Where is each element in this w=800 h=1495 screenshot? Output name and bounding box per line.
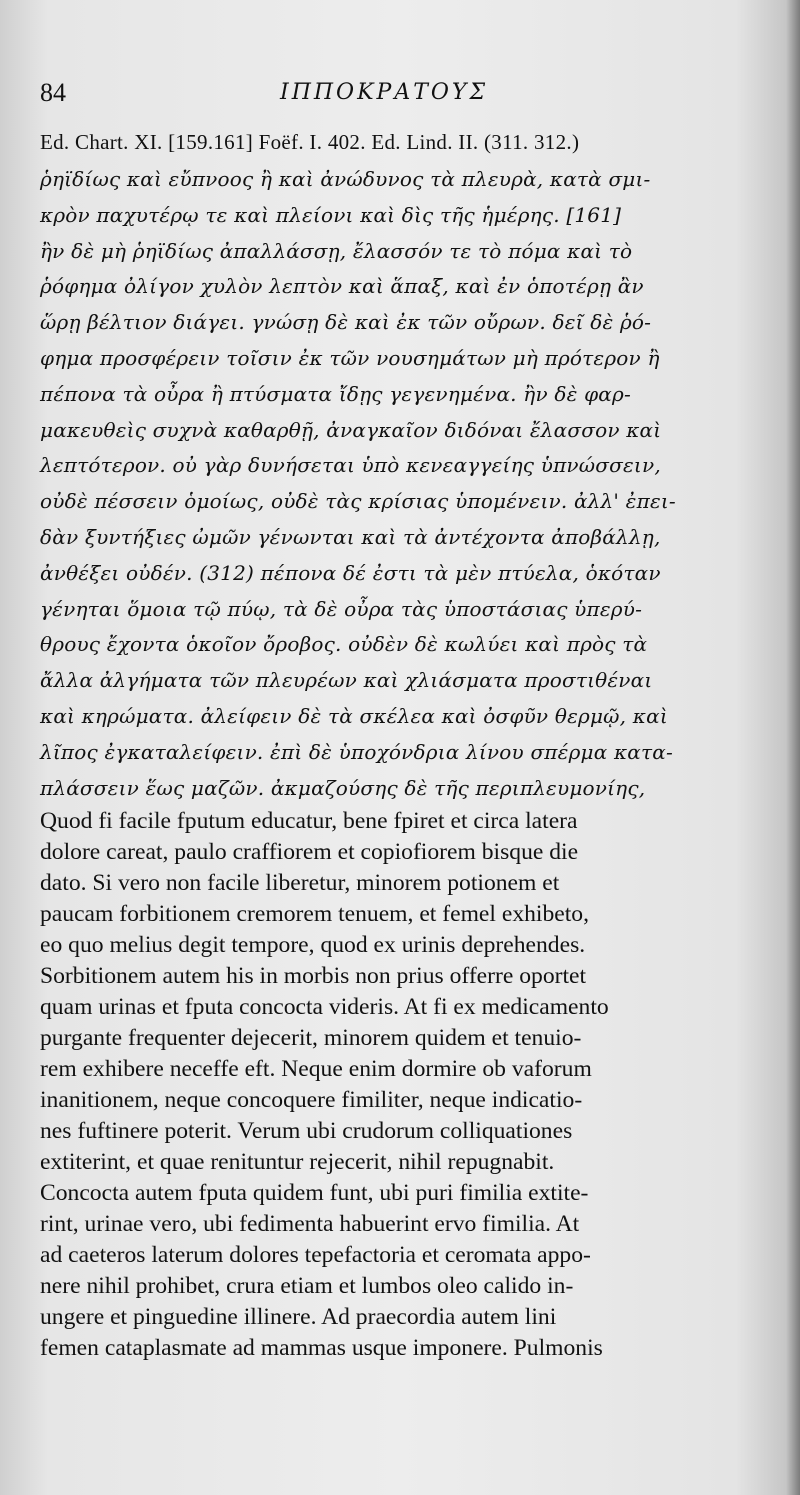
latin-text-line: ungere et pinguedine illinere. Ad praecordia autem lini — [40, 1304, 557, 1330]
latin-text-line: paucam forbitionem cremorem tenuem, et femel exhibeto, — [40, 901, 589, 927]
latin-text-line: nere nihil prohibet, crura etiam et lumbos oleo calido in- — [40, 1273, 574, 1299]
page-header — [40, 78, 780, 112]
greek-text-line: ῥόφημα ὀλίγον χυλὸν λεπτὸν καὶ ἅπαξ, καὶ ἐν ὁποτέρῃ ἂν — [40, 274, 644, 299]
greek-text-line: δὰν ξυντήξιες ὠμῶν γένωνται καὶ τὰ ἀντέχοντα ἀποβάλλῃ, — [40, 524, 661, 549]
latin-text-line: ad caeteros laterum dolores tepefactoria et ceromata appo- — [40, 1242, 591, 1268]
latin-text-line: Sorbitionem autem his in morbis non prius offerre oportet — [40, 963, 587, 989]
latin-text-line: nes fuftinere poterit. Verum ubi crudorum colliquationes — [40, 1118, 573, 1144]
greek-text-line: λεπτότερον. οὐ γὰρ δυνήσεται ὑπὸ κενεαγγείης ὑπνώσσειν, — [40, 453, 661, 478]
greek-text-line: ἢν δὲ μὴ ῥηϊδίως ἀπαλλάσσῃ, ἔλασσόν τε τὸ πόμα καὶ τὸ — [40, 238, 633, 263]
latin-translation-block — [40, 806, 770, 1364]
greek-text-line: γένηται ὅμοια τῷ πύῳ, τὰ δὲ οὖρα τὰς ὑποστάσιας ὑπερύ- — [40, 596, 643, 621]
greek-text-line: ῥηϊδίως καὶ εὔπνοος ἢ καὶ ἀνώδυνος τὰ πλευρὰ, κατὰ σμι- — [40, 167, 651, 191]
latin-text-line: Concocta autem fputa quidem funt, ubi puri fimilia extite- — [40, 1180, 589, 1206]
latin-text-line: extiterint, et quae renituntur rejecerit, nihil repugnabit. — [40, 1149, 555, 1175]
greek-text-line: ὥρῃ βέλτιον διάγει. γνώσῃ δὲ καὶ ἐκ τῶν οὔρων. δεῖ δὲ ῥό- — [40, 310, 652, 335]
latin-text-line: rem exhibere neceffe eft. Neque enim dormire ob vaforum — [40, 1056, 592, 1082]
greek-text-line: πλάσσειν ἕως μαζῶν. ἀκμαζούσης δὲ τῆς περιπλευμονίης, — [40, 775, 646, 800]
latin-text-line: inanitionem, neque concoquere fimiliter, neque indicatio- — [40, 1087, 583, 1113]
greek-text-line: κρὸν παχυτέρῳ τε καὶ πλείονι καὶ δὶς τῆς ἡμέρης. [161] — [40, 202, 622, 227]
greek-text-line: καὶ κηρώματα. ἀλείφειν δὲ τὰ σκέλεα καὶ ὀσφῦν θερμῷ, καὶ — [40, 703, 668, 728]
greek-text-line: ἄλλα ἀλγήματα τῶν πλευρέων καὶ χλιάσματα προστιθέναι — [40, 668, 653, 693]
edition-reference-line: Ed. Chart. XI. [159.161] Foëf. I. 402. Ed. Lind. II. (311. 312.) — [40, 130, 580, 154]
latin-text-line: dolore careat, paulo craffiorem et copiofiorem bisque die — [40, 839, 579, 865]
page-edge-shadow — [786, 0, 800, 1495]
greek-text-line: θρους ἔχοντα ὁκοῖον ὄροβος. οὐδὲν δὲ κωλύει καὶ πρὸς τὰ — [40, 632, 648, 657]
latin-text-line: eo quo melius degit tempore, quod ex urinis deprehendes. — [40, 932, 586, 958]
page-number: 84 — [40, 78, 66, 107]
latin-text-line: dato. Si vero non facile liberetur, minorem potionem et — [40, 870, 560, 896]
latin-text-line: quam urinas et fputa concocta videris. At fi ex medicamento — [40, 994, 609, 1020]
latin-text-line: femen cataplasmate ad mammas usque imponere. Pulmonis — [40, 1335, 603, 1361]
latin-text-line: purgante frequenter dejecerit, minorem quidem et tenuio- — [40, 1025, 582, 1051]
running-head: ΙΠΠΟΚΡΑΤΟΥΣ — [280, 80, 489, 105]
greek-text-line: ἀνθέξει οὐδέν. (312) πέπονα δέ ἐστι τὰ μὲν πτύελα, ὁκόταν — [40, 560, 661, 585]
greek-text-line: φημα προσφέρειν τοῖσιν ἐκ τῶν νουσημάτων μὴ πρότερον ἢ — [40, 345, 660, 370]
greek-text-line: πέπονα τὰ οὖρα ἢ πτύσματα ἴδῃς γεγενημένα. ἢν δὲ φαρ- — [40, 381, 631, 406]
greek-text-line: μακευθεὶς συχνὰ καθαρθῇ, ἀναγκαῖον διδόναι ἔλασσον καὶ — [40, 417, 662, 442]
greek-text-line: οὐδὲ πέσσειν ὁμοίως, οὐδὲ τὰς κρίσιας ὑπομένειν. ἀλλ' ἐπει- — [40, 489, 676, 514]
greek-text-block — [40, 162, 770, 806]
latin-text-line: Quod fi facile fputum educatur, bene fpiret et circa latera — [40, 808, 578, 834]
greek-text-line: λῖπος ἐγκαταλείφειν. ἐπὶ δὲ ὑποχόνδρια λίνου σπέρμα κατα- — [40, 739, 673, 764]
latin-text-line: rint, urinae vero, ubi fedimenta habuerint ervo fimilia. At — [40, 1211, 580, 1237]
